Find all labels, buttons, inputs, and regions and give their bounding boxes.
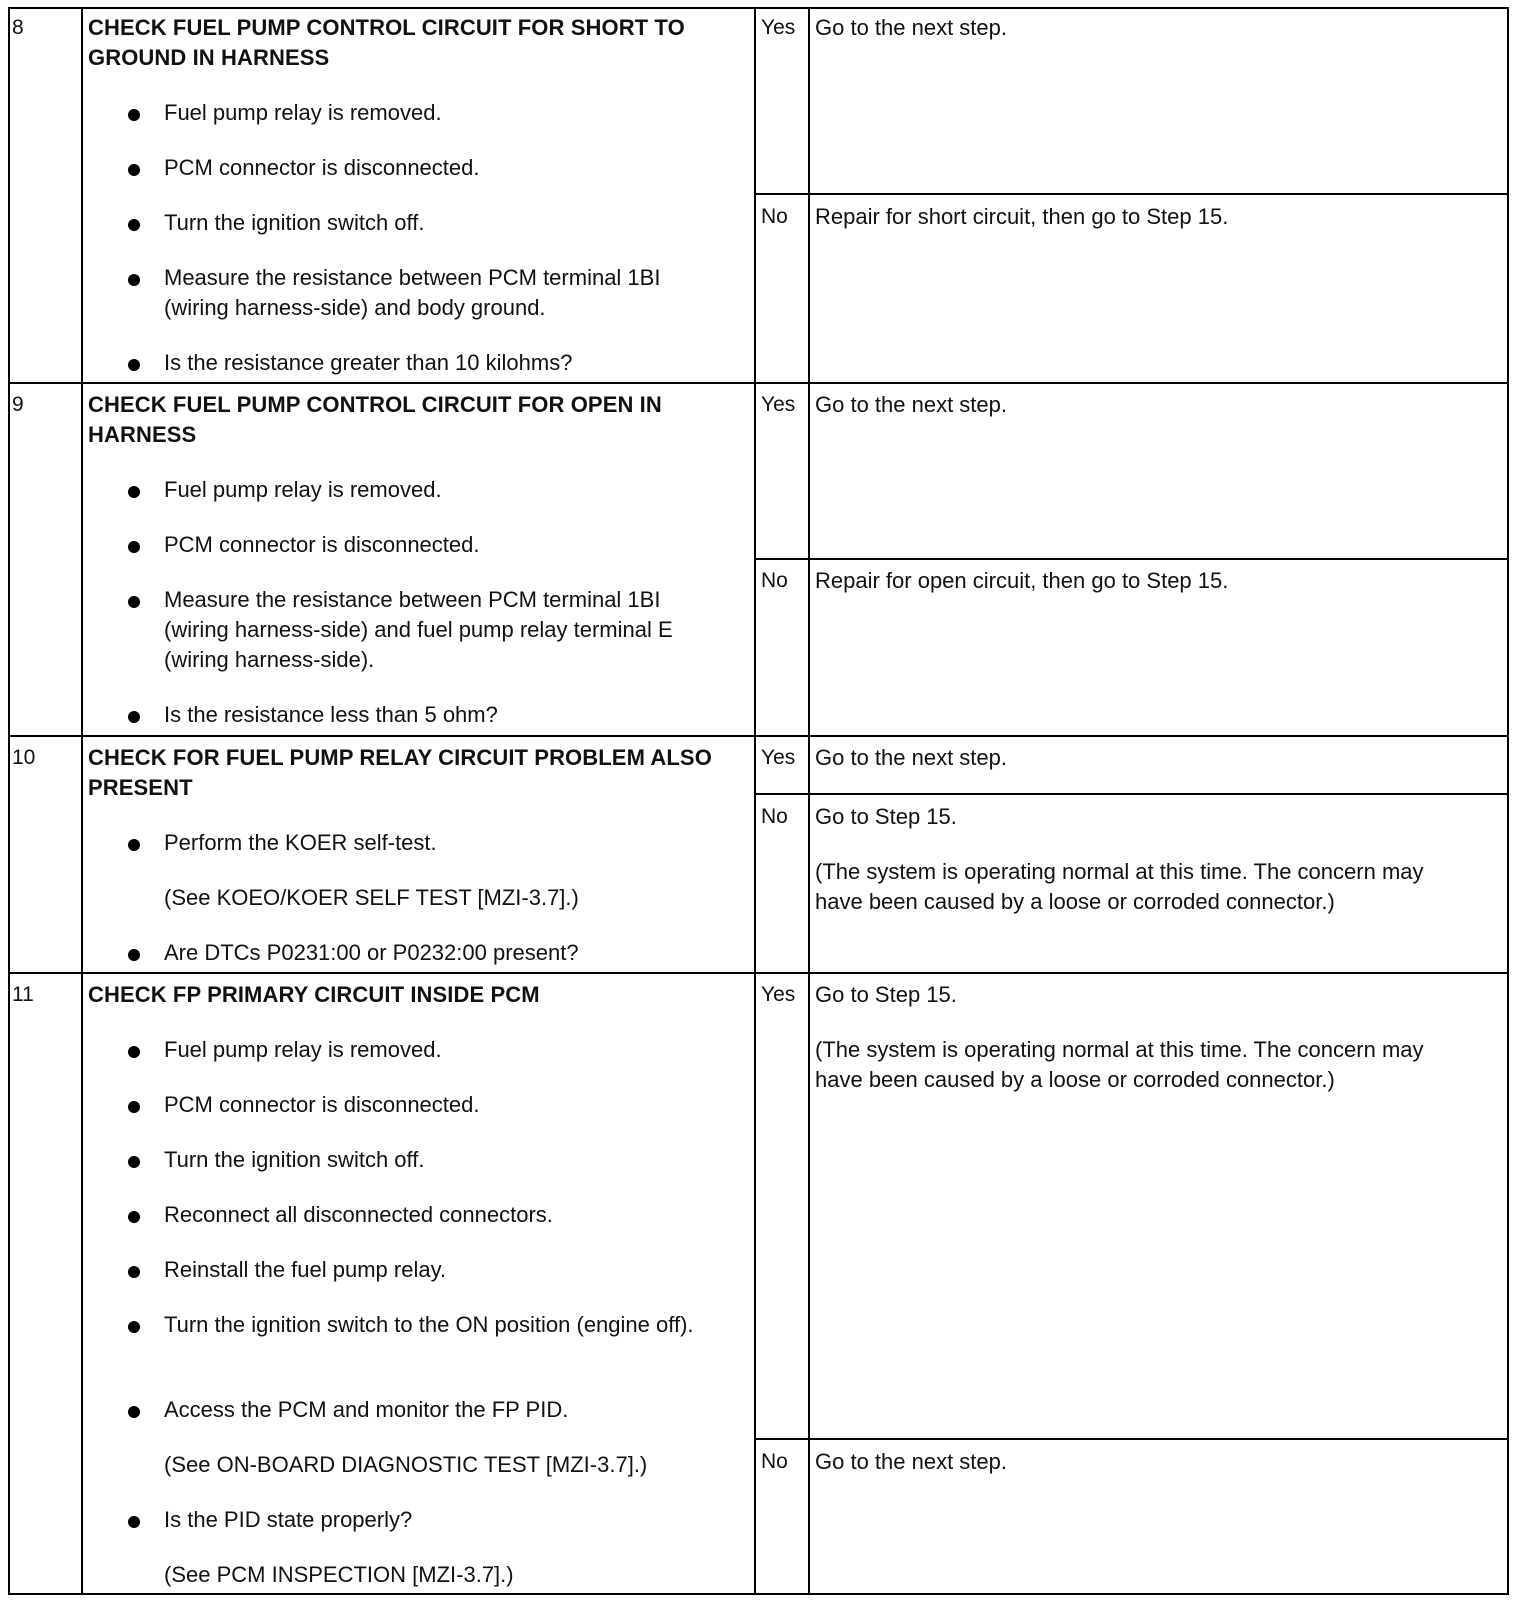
- step-number: 10: [12, 746, 36, 769]
- bullet-icon: [128, 1266, 140, 1278]
- yes-action: Go to the next step.: [815, 392, 1008, 417]
- checklist-item: Reinstall the fuel pump relay.: [120, 1255, 720, 1285]
- step-title: CHECK FOR FUEL PUMP RELAY CIRCUIT PROBLEM ALSO PRESENT: [88, 745, 712, 800]
- column-divider-step: [81, 8, 83, 1594]
- checklist-item: PCM connector is disconnected.: [120, 1090, 720, 1120]
- checklist-item: Turn the ignition switch off.: [120, 208, 720, 238]
- checklist-item: Reconnect all disconnected connectors.: [120, 1200, 720, 1230]
- yes-label: Yes: [761, 16, 796, 39]
- bullet-icon: [128, 541, 140, 553]
- checklist-item: Fuel pump relay is removed.: [120, 98, 720, 128]
- step-title: CHECK FUEL PUMP CONTROL CIRCUIT FOR OPEN IN HARNESS: [88, 392, 662, 447]
- yes-no-divider: [755, 1438, 1508, 1440]
- yes-label: Yes: [761, 983, 796, 1006]
- yes-action: Go to Step 15.: [815, 982, 957, 1007]
- yes-no-divider: [755, 793, 1508, 795]
- row-divider: [9, 735, 1508, 737]
- bullet-icon: [128, 596, 140, 608]
- checklist-item: Is the PID state properly?: [120, 1505, 720, 1535]
- bullet-icon: [128, 1156, 140, 1168]
- no-action: Go to Step 15.: [815, 804, 957, 829]
- yes-action: Go to the next step.: [815, 745, 1008, 770]
- yes-label: Yes: [761, 746, 796, 769]
- bullet-icon: [128, 219, 140, 231]
- bullet-icon: [128, 164, 140, 176]
- column-divider-action: [754, 8, 756, 1594]
- checklist-item: PCM connector is disconnected.: [120, 530, 720, 560]
- row-divider: [9, 972, 1508, 974]
- checklist-item: Fuel pump relay is removed.: [120, 475, 720, 505]
- no-action: Repair for open circuit, then go to Step 15.: [815, 568, 1229, 593]
- no-label: No: [761, 1450, 788, 1473]
- reference-note: (See PCM INSPECTION [MZI-3.7].): [164, 1562, 514, 1587]
- checklist-item: Perform the KOER self-test.: [120, 828, 720, 858]
- column-divider-yesno: [808, 8, 810, 1594]
- checklist-item: Fuel pump relay is removed.: [120, 1035, 720, 1065]
- no-note: (The system is operating normal at this time. The concern may have been caused by a loose or corroded connector.): [815, 859, 1424, 914]
- step-number: 11: [12, 983, 34, 1006]
- yes-action: Go to the next step.: [815, 15, 1008, 40]
- bullet-icon: [128, 109, 140, 121]
- bullet-icon: [128, 1321, 140, 1333]
- bullet-icon: [128, 1211, 140, 1223]
- bullet-icon: [128, 1516, 140, 1528]
- checklist-item: Is the resistance less than 5 ohm?: [120, 700, 720, 730]
- bullet-icon: [128, 711, 140, 723]
- reference-note: (See ON-BOARD DIAGNOSTIC TEST [MZI-3.7].): [164, 1452, 648, 1477]
- checklist-item: Turn the ignition switch off.: [120, 1145, 720, 1175]
- no-action: Go to the next step.: [815, 1449, 1008, 1474]
- checklist-item: Measure the resistance between PCM terminal 1BI (wiring harness-side) and fuel pump relay terminal E (wiring harness-side).: [120, 585, 720, 675]
- yes-no-divider: [755, 193, 1508, 195]
- reference-note: (See KOEO/KOER SELF TEST [MZI-3.7].): [164, 885, 579, 910]
- step-title: CHECK FP PRIMARY CIRCUIT INSIDE PCM: [88, 982, 540, 1007]
- no-label: No: [761, 805, 788, 828]
- yes-no-divider: [755, 558, 1508, 560]
- no-action: Repair for short circuit, then go to Step 15.: [815, 204, 1229, 229]
- step-number: 9: [12, 393, 24, 416]
- checklist-item: Measure the resistance between PCM terminal 1BI (wiring harness-side) and body ground.: [120, 263, 720, 323]
- bullet-icon: [128, 274, 140, 286]
- bullet-icon: [128, 1101, 140, 1113]
- bullet-icon: [128, 359, 140, 371]
- step-title: CHECK FUEL PUMP CONTROL CIRCUIT FOR SHORT TO GROUND IN HARNESS: [88, 15, 685, 70]
- no-label: No: [761, 569, 788, 592]
- row-divider: [9, 382, 1508, 384]
- no-label: No: [761, 205, 788, 228]
- bullet-icon: [128, 1406, 140, 1418]
- checklist-item: Turn the ignition switch to the ON position (engine off).: [120, 1310, 720, 1340]
- yes-note: (The system is operating normal at this time. The concern may have been caused by a loose or corroded connector.): [815, 1037, 1424, 1092]
- checklist-item: Are DTCs P0231:00 or P0232:00 present?: [120, 938, 720, 968]
- checklist-item: Is the resistance greater than 10 kilohms?: [120, 348, 720, 378]
- yes-label: Yes: [761, 393, 796, 416]
- checklist-item: Access the PCM and monitor the FP PID.: [120, 1395, 720, 1425]
- checklist-item: PCM connector is disconnected.: [120, 153, 720, 183]
- bullet-icon: [128, 839, 140, 851]
- bullet-icon: [128, 1046, 140, 1058]
- bullet-icon: [128, 949, 140, 961]
- step-number: 8: [12, 16, 24, 39]
- bullet-icon: [128, 486, 140, 498]
